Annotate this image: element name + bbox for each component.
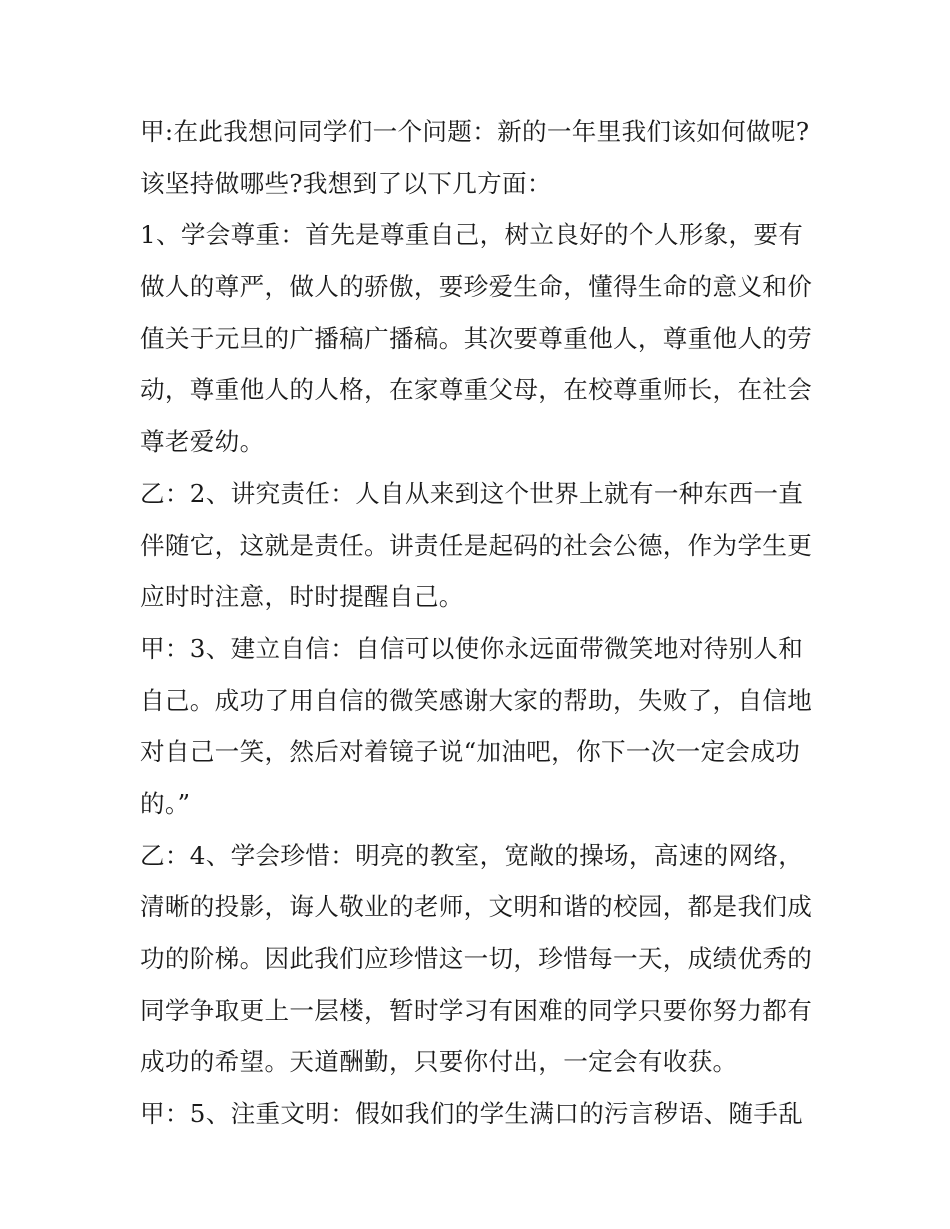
text-line-13: 对自己一笑，然后对着镜子说“加油吧，你下一次一定会成功: [140, 737, 801, 767]
text-line-7: 尊老爱幼。: [140, 427, 265, 457]
text-line-17: 功的阶梯。因此我们应珍惜这一切，珍惜每一天，成绩优秀的: [140, 944, 813, 973]
text-line-20: 甲：5、注重文明：假如我们的学生满口的污言秽语、随手乱: [140, 1099, 804, 1129]
text-line-10: 应时时注意，时时提醒自己。: [140, 582, 464, 612]
text-line-9: 伴随它，这就是责任。讲责任是起码的社会公德，作为学生更: [140, 530, 813, 560]
document-body: [140, 106, 820, 1140]
text-line-19: 成功的希望。天道酬勤，只要你付出，一定会有收获。: [140, 1047, 738, 1077]
text-line-5: 值关于元旦的广播稿广播稿。其次要尊重他人，尊重他人的劳: [140, 323, 813, 353]
text-line-11: 甲：3、建立自信：自信可以使你永远面带微笑地对待别人和: [140, 633, 804, 663]
text-line-16: 清晰的投影，诲人敬业的老师，文明和谐的校园，都是我们成: [140, 892, 813, 922]
text-line-6: 动，尊重他人的人格，在家尊重父母，在校尊重师长，在社会: [140, 375, 813, 405]
text-line-18: 同学争取更上一层楼，暂时学习有困难的同学只要你努力都有: [140, 995, 813, 1025]
text-line-3: 1、学会尊重：首先是尊重自己，树立良好的个人形象，要有: [140, 220, 804, 250]
text-line-8: 乙：2、讲究责任：人自从来到这个世界上就有一种东西一直: [140, 478, 804, 508]
text-line-12: 自己。成功了用自信的微笑感谢大家的帮助，失败了，自信地: [140, 685, 813, 715]
text-line-4: 做人的尊严，做人的骄傲，要珍爱生命，懂得生命的意义和价: [140, 272, 813, 302]
text-line-14: 的。”: [140, 788, 191, 818]
text-line-15: 乙：4、学会珍惜：明亮的教室，宽敞的操场，高速的网络，: [140, 840, 804, 870]
text-line-2: 该坚持做哪些?我想到了以下几方面：: [140, 168, 552, 198]
text-line-1: 甲:在此我想问同学们一个问题：新的一年里我们该如何做呢?: [140, 117, 810, 146]
